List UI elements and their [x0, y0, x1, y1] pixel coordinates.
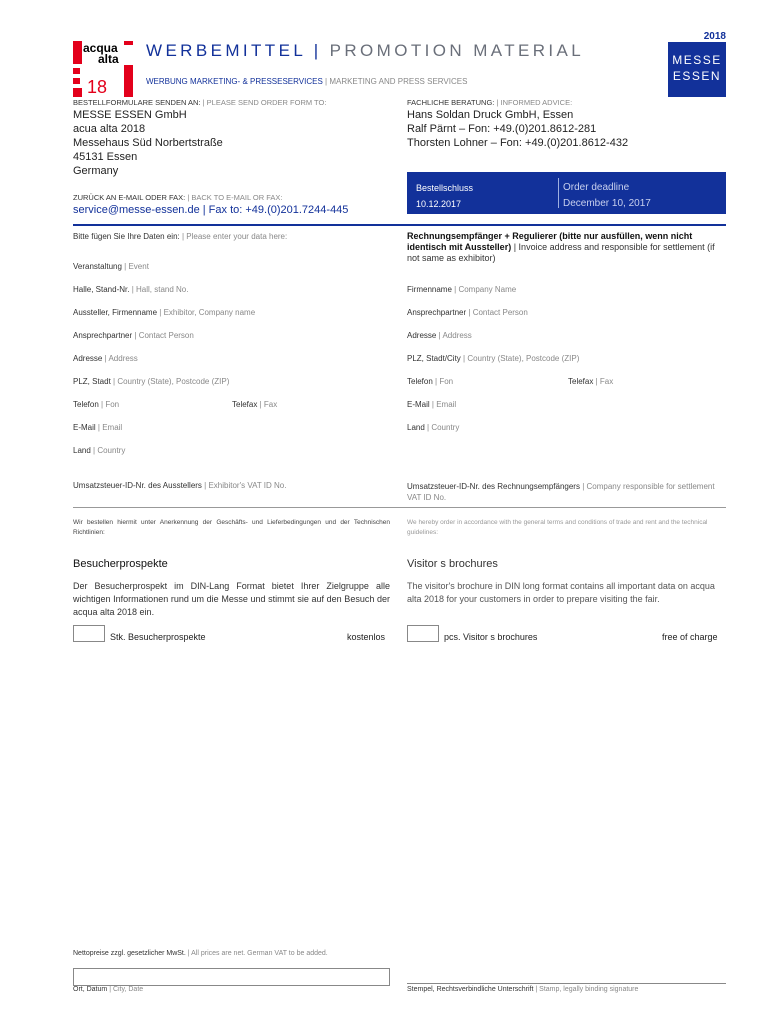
field-address[interactable]: Adresse | Address: [73, 354, 138, 363]
field-invoice-address[interactable]: Adresse | Address: [407, 331, 472, 340]
send-to-address: MESSE ESSEN GmbH acua alta 2018 Messehaus Süd Norbertstraße 45131 Essen Germany: [73, 109, 223, 177]
brochure-text-en: The visitor's brochure in DIN long format contains all important data on acqua alta 2018 for your customers in order to prepare visiting the fair.: [407, 581, 715, 604]
field-contact-person[interactable]: Ansprechpartner | Contact Person: [73, 331, 194, 340]
deadline-date-en: December 10, 2017: [563, 198, 651, 209]
field-hall-stand[interactable]: Halle, Stand-Nr. | Hall, stand No.: [73, 285, 189, 294]
advice-contacts: Hans Soldan Druck GmbH, Essen Ralf Pärnt – Fon: +49.(0)201.8612-281 Thorsten Lohner – Fon: +49.(0)201.8612-432: [407, 109, 629, 149]
logo-text-alta: alta: [98, 52, 119, 66]
quantity-input-en[interactable]: [407, 625, 439, 642]
field-invoice-fax[interactable]: Telefax | Fax: [568, 377, 614, 386]
deadline-divider: [558, 178, 559, 208]
field-email[interactable]: E-Mail | Email: [73, 423, 123, 432]
city-date-input[interactable]: [73, 968, 390, 986]
logo-text-number: 18: [87, 77, 108, 97]
section-divider: [73, 224, 726, 226]
field-invoice-contact[interactable]: Ansprechpartner | Contact Person: [407, 308, 528, 317]
field-vat-id[interactable]: Umsatzsteuer-ID-Nr. des Ausstellers | Exhibitor's VAT ID No.: [73, 481, 287, 490]
deadline-date-de: 10.12.2017: [416, 199, 462, 209]
field-city[interactable]: PLZ, Stadt | Country (State), Postcode (ZIP): [73, 377, 230, 386]
field-country[interactable]: Land | Country: [73, 446, 126, 455]
field-exhibitor[interactable]: Aussteller, Firmenname | Exhibitor, Company name: [73, 308, 256, 317]
field-company-name[interactable]: Firmenname | Company Name: [407, 285, 517, 294]
city-date-label: Ort, Datum | City, Date: [73, 986, 144, 993]
stamp-signature-label: Stempel, Rechtsverbindliche Unterschrift | Stamp, legally binding signature: [407, 986, 639, 993]
form-intro: Bitte fügen Sie Ihre Daten ein: | Please enter your data here:: [73, 232, 288, 241]
advice-label: FACHLICHE BERATUNG: | INFORMED ADVICE:: [407, 98, 573, 107]
return-contact[interactable]: service@messe-essen.de | Fax to: +49.(0)201.7244-445: [73, 204, 349, 216]
field-invoice-country[interactable]: Land | Country: [407, 423, 460, 432]
net-price-note: Nettopreise zzgl. gesetzlicher MwSt. | All prices are net. German VAT to be added.: [73, 950, 328, 957]
order-deadline-box: [407, 172, 726, 214]
quantity-label-en: pcs. Visitor s brochures: [444, 632, 538, 642]
quantity-label-de: Stk. Besucherprospekte: [110, 632, 206, 642]
field-invoice-email[interactable]: E-Mail | Email: [407, 400, 457, 409]
field-invoice-vat-id[interactable]: Umsatzsteuer-ID-Nr. des Rechnungsempfängers | Company responsible for settlement VAT ID No.: [407, 482, 715, 502]
price-label-de: kostenlos: [347, 632, 386, 642]
send-to-label: BESTELLFORMULARE SENDEN AN: | PLEASE SEND ORDER FORM TO:: [73, 98, 327, 107]
brochure-title-en: Visitor s brochures: [407, 558, 498, 570]
price-label-en: free of charge: [662, 632, 718, 642]
field-event[interactable]: Veranstaltung | Event: [73, 262, 149, 271]
page-title: WERBEMITTEL | PROMOTION MATERIAL: [146, 41, 585, 60]
logo-text-acqua: acqua: [83, 41, 118, 55]
field-invoice-city[interactable]: PLZ, Stadt/City | Country (State), Postcode (ZIP): [407, 354, 580, 363]
field-invoice-phone[interactable]: Telefon | Fon: [407, 377, 454, 386]
acqua-alta-logo: [73, 41, 133, 97]
return-to-label: ZURÜCK AN E-MAIL ODER FAX: | BACK TO E-MAIL OR FAX:: [73, 193, 283, 202]
year-label: 2018: [703, 31, 726, 42]
form-bottom-divider: [73, 507, 726, 508]
field-phone[interactable]: Telefon | Fon: [73, 400, 120, 409]
terms-text-de: Wir bestellen hiermit unter Anerkennung der Geschäfts- und Lieferbedingungen und der Technischen Richtlinien:: [73, 519, 390, 536]
quantity-input-de[interactable]: [73, 625, 105, 642]
messe-essen-logo: MESSE ESSEN: [668, 42, 726, 97]
invoice-heading: Rechnungsempfänger + Regulierer (bitte nur ausfüllen, wenn nicht identisch mit Aussteller) | Invoice address and responsible for settlement (if not same as exhibitor): [407, 231, 715, 263]
brochure-text-de: Der Besucherprospekt im DIN-Lang Format bietet Ihrer Zielgruppe alle wichtigen Informationen rund um die Messe und stimmt sie auf den Besuch der acqua alta 2018 ein.: [73, 581, 390, 617]
page-subtitle: WERBUNG MARKETING- & PRESSESERVICES | MARKETING AND PRESS SERVICES: [146, 77, 468, 86]
deadline-label-de: Bestellschluss: [416, 183, 474, 193]
deadline-label-en: Order deadline: [563, 182, 630, 193]
terms-text-en: We hereby order in accordance with the general terms and conditions of trade and rent and the technical guidelines:: [407, 519, 708, 536]
signature-line[interactable]: [407, 983, 726, 984]
field-fax[interactable]: Telefax | Fax: [232, 400, 278, 409]
brochure-title-de: Besucherprospekte: [73, 558, 168, 570]
